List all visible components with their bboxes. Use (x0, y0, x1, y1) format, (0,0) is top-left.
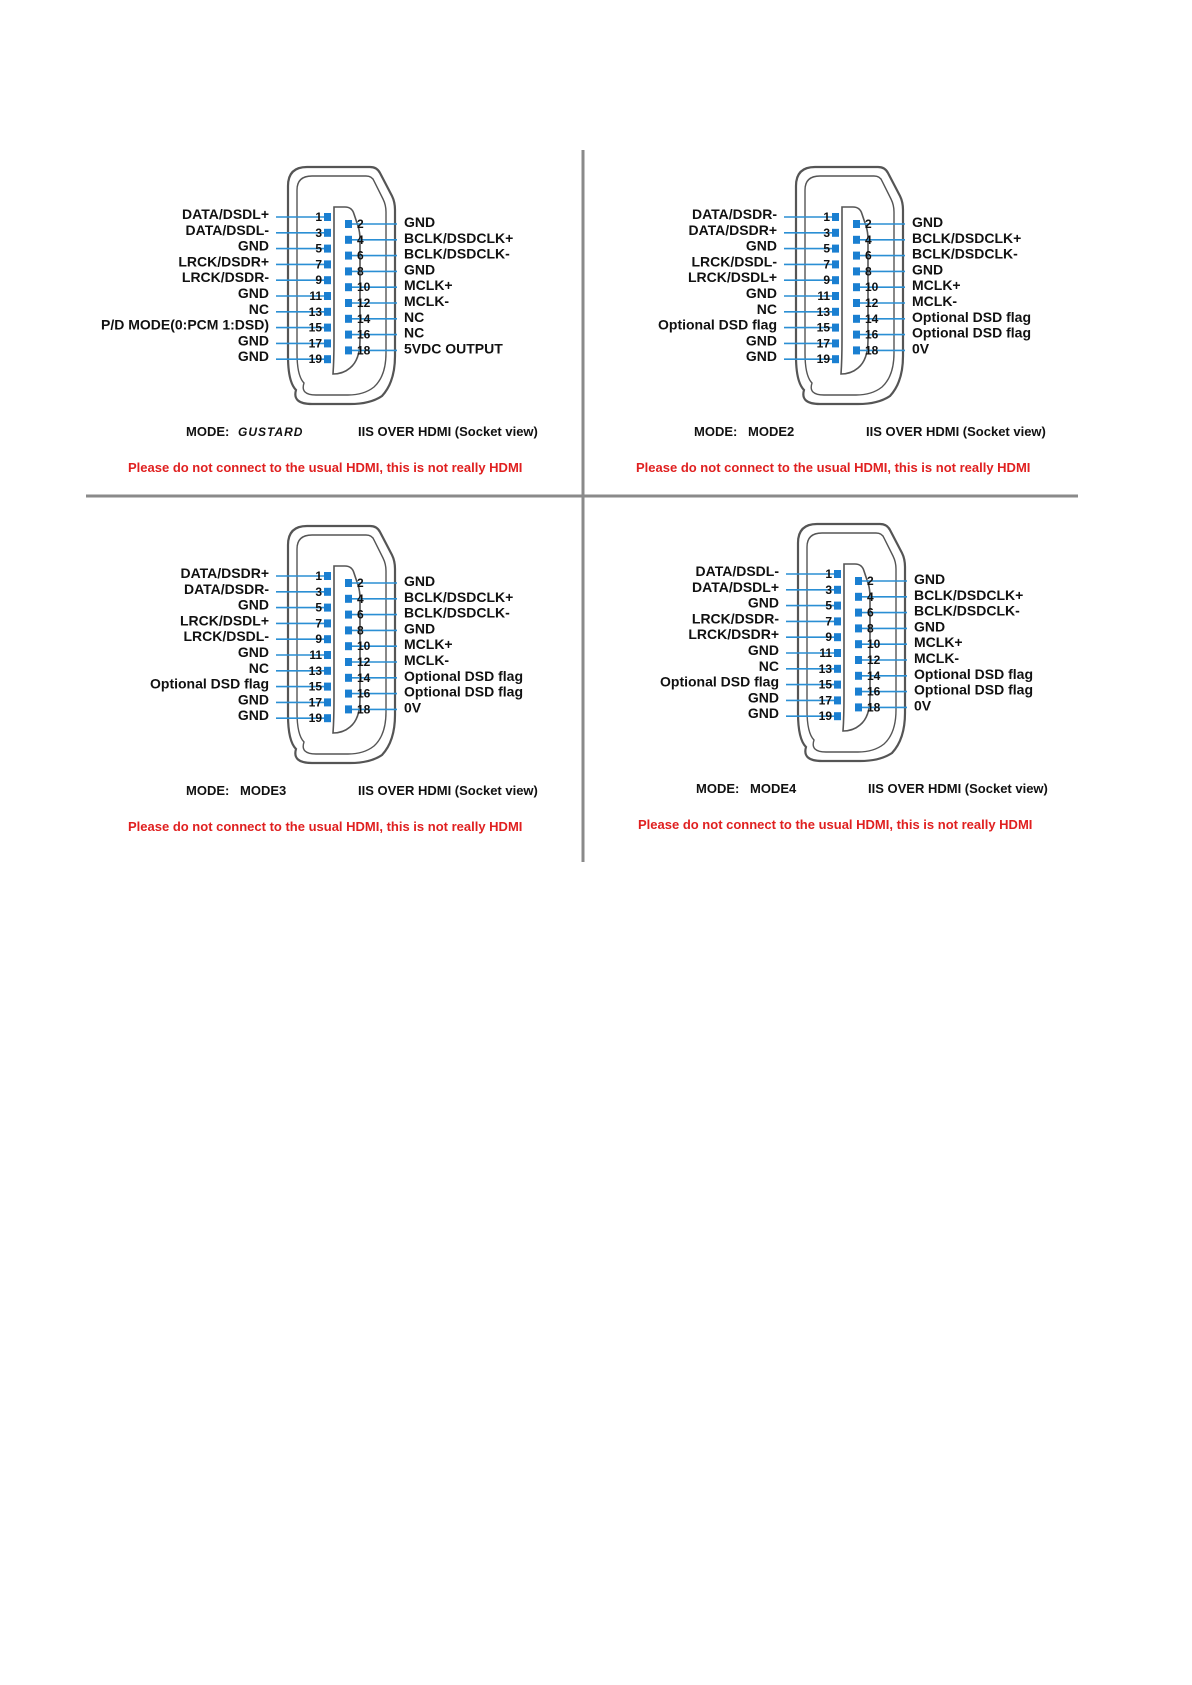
pin-label-right: GND (914, 618, 946, 635)
pin-pad (855, 609, 862, 617)
pin-pad (855, 640, 862, 648)
pin-number: 6 (867, 605, 874, 620)
pin-number: 19 (816, 352, 830, 367)
pin-number: 18 (357, 702, 371, 717)
pin-pad (324, 635, 331, 643)
pinout-panel-1 (101, 167, 538, 475)
pin-label-right: MCLK- (404, 652, 450, 668)
pin-label-left: LRCK/DSDR+ (688, 626, 779, 643)
pin-label-right: Optional DSD flag (912, 308, 1031, 325)
pin-label-left: Optional DSD flag (658, 316, 777, 333)
pin-number: 11 (819, 646, 832, 660)
pin-number: 3 (823, 225, 830, 240)
pin-pad (832, 245, 839, 253)
pin-pad (834, 586, 841, 594)
pin-label-right: GND (912, 214, 944, 230)
pin-number: 1 (823, 210, 830, 224)
pin-label-left: GND (237, 707, 269, 724)
pin-pad (832, 308, 839, 316)
pin-pad (834, 681, 841, 689)
pin-number: 7 (823, 257, 830, 272)
pin-label-right: MCLK- (914, 650, 960, 666)
pin-pad (324, 651, 331, 659)
pin-number: 14 (865, 311, 879, 326)
pin-pad (345, 331, 352, 339)
pin-pad (324, 260, 331, 268)
pin-pad (324, 619, 331, 627)
warning-text: Please do not connect to the usual HDMI, this is not really HDMI (128, 460, 523, 475)
pin-pad (853, 283, 860, 291)
pin-number: 4 (357, 591, 364, 606)
pin-number: 4 (865, 232, 872, 247)
pin-number: 5 (315, 241, 322, 256)
pin-label-left: DATA/DSDR- (691, 206, 777, 222)
pin-label-right: GND (912, 261, 944, 278)
pin-pad (834, 712, 841, 720)
pin-number: 17 (816, 336, 830, 351)
pin-label-left: GND (237, 644, 269, 660)
pin-number: 15 (308, 679, 322, 694)
pin-pad (324, 229, 331, 237)
pin-label-right: MCLK- (912, 293, 958, 309)
pin-pad (834, 633, 841, 641)
pin-number: 10 (357, 280, 371, 295)
mode-label: MODE: (696, 781, 740, 796)
pin-number: 1 (315, 569, 322, 583)
gustard-logo: GUSTARD (238, 425, 304, 439)
pin-pad (324, 604, 331, 612)
pin-number: 2 (357, 217, 364, 231)
pin-label-left: GND (745, 348, 777, 365)
pin-label-left: GND (237, 332, 269, 349)
pin-number: 2 (865, 217, 872, 231)
pin-number: 9 (825, 630, 832, 645)
pin-number: 11 (309, 648, 322, 662)
pin-number: 3 (315, 225, 322, 240)
pin-number: 16 (865, 327, 879, 342)
pin-label-right: Optional DSD flag (404, 667, 523, 684)
pinout-panel-2 (636, 167, 1046, 475)
pin-label-left: LRCK/DSDR- (691, 610, 779, 627)
pin-number: 13 (816, 304, 830, 319)
mode-name: MODE2 (748, 424, 795, 439)
pin-label-left: GND (237, 691, 269, 708)
panel-title: IIS OVER HDMI (Socket view) (866, 424, 1046, 439)
pin-label-right: MCLK- (404, 293, 450, 309)
pin-pad (855, 656, 862, 664)
pin-label-left: GND (747, 594, 779, 611)
pin-pad (832, 213, 839, 221)
pin-label-left: GND (745, 332, 777, 349)
pin-pad (324, 355, 331, 363)
panel-title: IIS OVER HDMI (Socket view) (358, 783, 538, 798)
pin-label-right: BCLK/DSDCLK- (912, 245, 1018, 262)
pin-number: 7 (315, 616, 322, 631)
pin-label-right: Optional DSD flag (912, 324, 1031, 341)
pin-label-right: BCLK/DSDCLK- (404, 245, 510, 262)
pin-pad (324, 292, 331, 300)
pin-number: 19 (308, 352, 322, 367)
pin-pad (345, 611, 352, 619)
pin-pad (853, 299, 860, 307)
pin-label-left: GND (237, 237, 269, 254)
pin-label-left: Optional DSD flag (150, 675, 269, 692)
pin-pad (324, 213, 331, 221)
pin-number: 13 (818, 661, 832, 676)
pin-label-left: DATA/DSDR- (183, 580, 269, 597)
pin-pad (853, 236, 860, 244)
pin-pad (345, 267, 352, 275)
pin-label-right: GND (404, 261, 436, 278)
pin-number: 6 (357, 607, 364, 622)
pin-number: 4 (867, 589, 874, 604)
pin-pad (855, 688, 862, 696)
pin-label-right: MCLK+ (404, 277, 453, 294)
pin-number: 2 (357, 576, 364, 590)
pin-pad (345, 626, 352, 634)
pin-number: 5 (315, 600, 322, 615)
pin-number: 12 (867, 653, 881, 667)
pin-label-left: P/D MODE(0:PCM 1:DSD) (100, 316, 269, 333)
warning-text: Please do not connect to the usual HDMI, this is not really HDMI (128, 819, 523, 834)
pin-pad (855, 577, 862, 585)
pinout-panel-4 (638, 524, 1048, 832)
pin-number: 9 (823, 273, 830, 288)
pin-pad (834, 665, 841, 673)
pin-number: 3 (825, 582, 832, 597)
pin-pad (345, 658, 352, 666)
pin-pad (853, 220, 860, 228)
pin-number: 1 (315, 210, 322, 224)
pin-pad (324, 308, 331, 316)
mode-name: MODE3 (240, 783, 287, 798)
pin-number: 5 (825, 598, 832, 613)
pin-pad (324, 276, 331, 284)
pin-label-right: MCLK+ (404, 636, 453, 653)
pin-label-left: GND (745, 285, 777, 301)
hdmi-connector-outline (288, 167, 395, 404)
pin-pad (324, 324, 331, 332)
pin-label-left: NC (248, 300, 269, 317)
pin-number: 17 (818, 693, 832, 708)
pin-number: 12 (357, 655, 371, 669)
pin-label-left: GND (745, 237, 777, 254)
mode-label: MODE: (186, 424, 230, 439)
pin-pad (345, 315, 352, 323)
pin-label-right: GND (404, 214, 436, 230)
pin-pad (345, 595, 352, 603)
pin-label-right: BCLK/DSDCLK+ (914, 586, 1024, 603)
pin-pad (324, 667, 331, 675)
panel-title: IIS OVER HDMI (Socket view) (358, 424, 538, 439)
pin-pad (324, 698, 331, 706)
pin-label-right: MCLK+ (912, 277, 961, 294)
pin-label-left: GND (237, 348, 269, 365)
pin-pad (324, 572, 331, 580)
pin-label-left: LRCK/DSDL+ (687, 269, 777, 286)
pin-pad (834, 617, 841, 625)
hdmi-connector-outline (796, 167, 903, 404)
pin-number: 19 (308, 711, 322, 726)
pin-label-right: BCLK/DSDCLK+ (404, 229, 514, 246)
pin-number: 5 (823, 241, 830, 256)
pin-number: 9 (315, 273, 322, 288)
pin-label-right: 5VDC OUTPUT (404, 340, 503, 357)
pin-label-left: GND (747, 642, 779, 658)
pin-label-left: LRCK/DSDL- (691, 253, 777, 270)
pin-pad (853, 331, 860, 339)
pin-label-right: NC (404, 308, 425, 325)
pin-number: 4 (357, 232, 364, 247)
pin-pad (345, 236, 352, 244)
pin-number: 10 (865, 280, 879, 295)
pin-number: 1 (825, 567, 832, 581)
pin-number: 8 (867, 621, 874, 636)
pin-number: 13 (308, 304, 322, 319)
pin-pad (853, 346, 860, 354)
pin-label-right: Optional DSD flag (914, 681, 1033, 698)
pin-pad (345, 690, 352, 698)
pin-label-left: DATA/DSDL- (695, 563, 779, 579)
pin-pad (345, 579, 352, 587)
pin-pad (324, 588, 331, 596)
pin-label-right: BCLK/DSDCLK+ (404, 588, 514, 605)
pin-label-right: BCLK/DSDCLK+ (912, 229, 1022, 246)
mode-name: MODE4 (750, 781, 797, 796)
pin-pad (853, 252, 860, 260)
pin-number: 15 (308, 320, 322, 335)
pin-pad (345, 252, 352, 260)
pin-pad (853, 315, 860, 323)
pin-number: 16 (357, 327, 371, 342)
pin-pad (832, 276, 839, 284)
pin-label-left: NC (248, 659, 269, 676)
pin-pad (345, 705, 352, 713)
pin-label-right: NC (404, 324, 425, 341)
pin-label-right: GND (404, 620, 436, 637)
pin-pad (345, 283, 352, 291)
pin-label-right: Optional DSD flag (404, 683, 523, 700)
pin-number: 16 (867, 684, 881, 699)
mode-label: MODE: (694, 424, 738, 439)
pin-number: 14 (867, 668, 881, 683)
pin-label-right: 0V (914, 697, 932, 714)
pin-pad (324, 714, 331, 722)
pin-number: 10 (357, 639, 371, 654)
pin-label-left: DATA/DSDR+ (688, 221, 777, 238)
pin-number: 3 (315, 584, 322, 599)
pin-pad (832, 260, 839, 268)
pin-number: 15 (818, 677, 832, 692)
pinout-panel-3 (128, 526, 538, 834)
pin-pad (855, 672, 862, 680)
pin-number: 17 (308, 695, 322, 710)
pin-pad (345, 642, 352, 650)
pin-pad (834, 649, 841, 657)
pin-number: 9 (315, 632, 322, 647)
pin-label-left: LRCK/DSDR- (181, 269, 269, 286)
pin-number: 7 (825, 614, 832, 629)
pin-label-right: 0V (404, 699, 422, 716)
pin-pad (855, 703, 862, 711)
pin-label-left: GND (237, 285, 269, 301)
pin-number: 13 (308, 663, 322, 678)
pin-pad (345, 299, 352, 307)
pin-number: 18 (867, 700, 881, 715)
pin-number: 11 (817, 289, 830, 303)
pin-number: 12 (865, 296, 879, 310)
panel-title: IIS OVER HDMI (Socket view) (868, 781, 1048, 796)
hdmi-connector-outline (798, 524, 905, 761)
pin-number: 7 (315, 257, 322, 272)
pin-number: 8 (865, 264, 872, 279)
pin-label-left: DATA/DSDL- (185, 221, 269, 238)
pin-label-left: LRCK/DSDR+ (178, 253, 269, 270)
pin-label-left: NC (756, 300, 777, 317)
pin-pad (324, 683, 331, 691)
pin-pad (834, 696, 841, 704)
pin-label-left: LRCK/DSDL- (183, 628, 269, 645)
hdmi-connector-outline (288, 526, 395, 763)
pin-number: 15 (816, 320, 830, 335)
pin-number: 8 (357, 264, 364, 279)
pin-label-left: DATA/DSDL+ (692, 578, 779, 595)
pin-pad (345, 220, 352, 228)
pin-label-left: NC (758, 657, 779, 674)
pin-number: 18 (865, 343, 879, 358)
pin-number: 14 (357, 670, 371, 685)
pin-number: 14 (357, 311, 371, 326)
pin-label-right: GND (914, 571, 946, 587)
pin-number: 2 (867, 574, 874, 588)
pin-label-left: DATA/DSDL+ (182, 206, 269, 222)
pin-number: 18 (357, 343, 371, 358)
pin-label-left: GND (747, 705, 779, 722)
pin-number: 11 (309, 289, 322, 303)
pin-pad (832, 339, 839, 347)
pin-pad (834, 602, 841, 610)
pin-number: 12 (357, 296, 371, 310)
pin-label-left: Optional DSD flag (660, 673, 779, 690)
pin-number: 19 (818, 709, 832, 724)
pin-pad (832, 324, 839, 332)
pin-label-right: Optional DSD flag (914, 665, 1033, 682)
pin-number: 10 (867, 637, 881, 652)
pin-pad (832, 292, 839, 300)
pin-pad (853, 267, 860, 275)
pin-label-right: GND (404, 573, 436, 589)
pin-number: 8 (357, 623, 364, 638)
pin-number: 17 (308, 336, 322, 351)
warning-text: Please do not connect to the usual HDMI, this is not really HDMI (636, 460, 1031, 475)
pin-label-right: BCLK/DSDCLK- (404, 604, 510, 621)
pin-number: 16 (357, 686, 371, 701)
pin-pad (324, 339, 331, 347)
pin-label-left: LRCK/DSDL+ (179, 612, 269, 629)
pin-label-right: 0V (912, 340, 930, 357)
pin-pad (345, 346, 352, 354)
pin-label-left: GND (237, 596, 269, 613)
pin-pad (855, 624, 862, 632)
pin-label-right: BCLK/DSDCLK- (914, 602, 1020, 619)
pin-pad (832, 355, 839, 363)
pin-pad (832, 229, 839, 237)
pin-pad (834, 570, 841, 578)
pin-pad (345, 674, 352, 682)
warning-text: Please do not connect to the usual HDMI, this is not really HDMI (638, 817, 1033, 832)
pin-label-left: DATA/DSDR+ (180, 565, 269, 581)
pin-pad (324, 245, 331, 253)
pin-pad (855, 593, 862, 601)
pin-label-right: MCLK+ (914, 634, 963, 651)
pin-number: 6 (357, 248, 364, 263)
pin-number: 6 (865, 248, 872, 263)
pin-label-left: GND (747, 689, 779, 706)
mode-label: MODE: (186, 783, 230, 798)
